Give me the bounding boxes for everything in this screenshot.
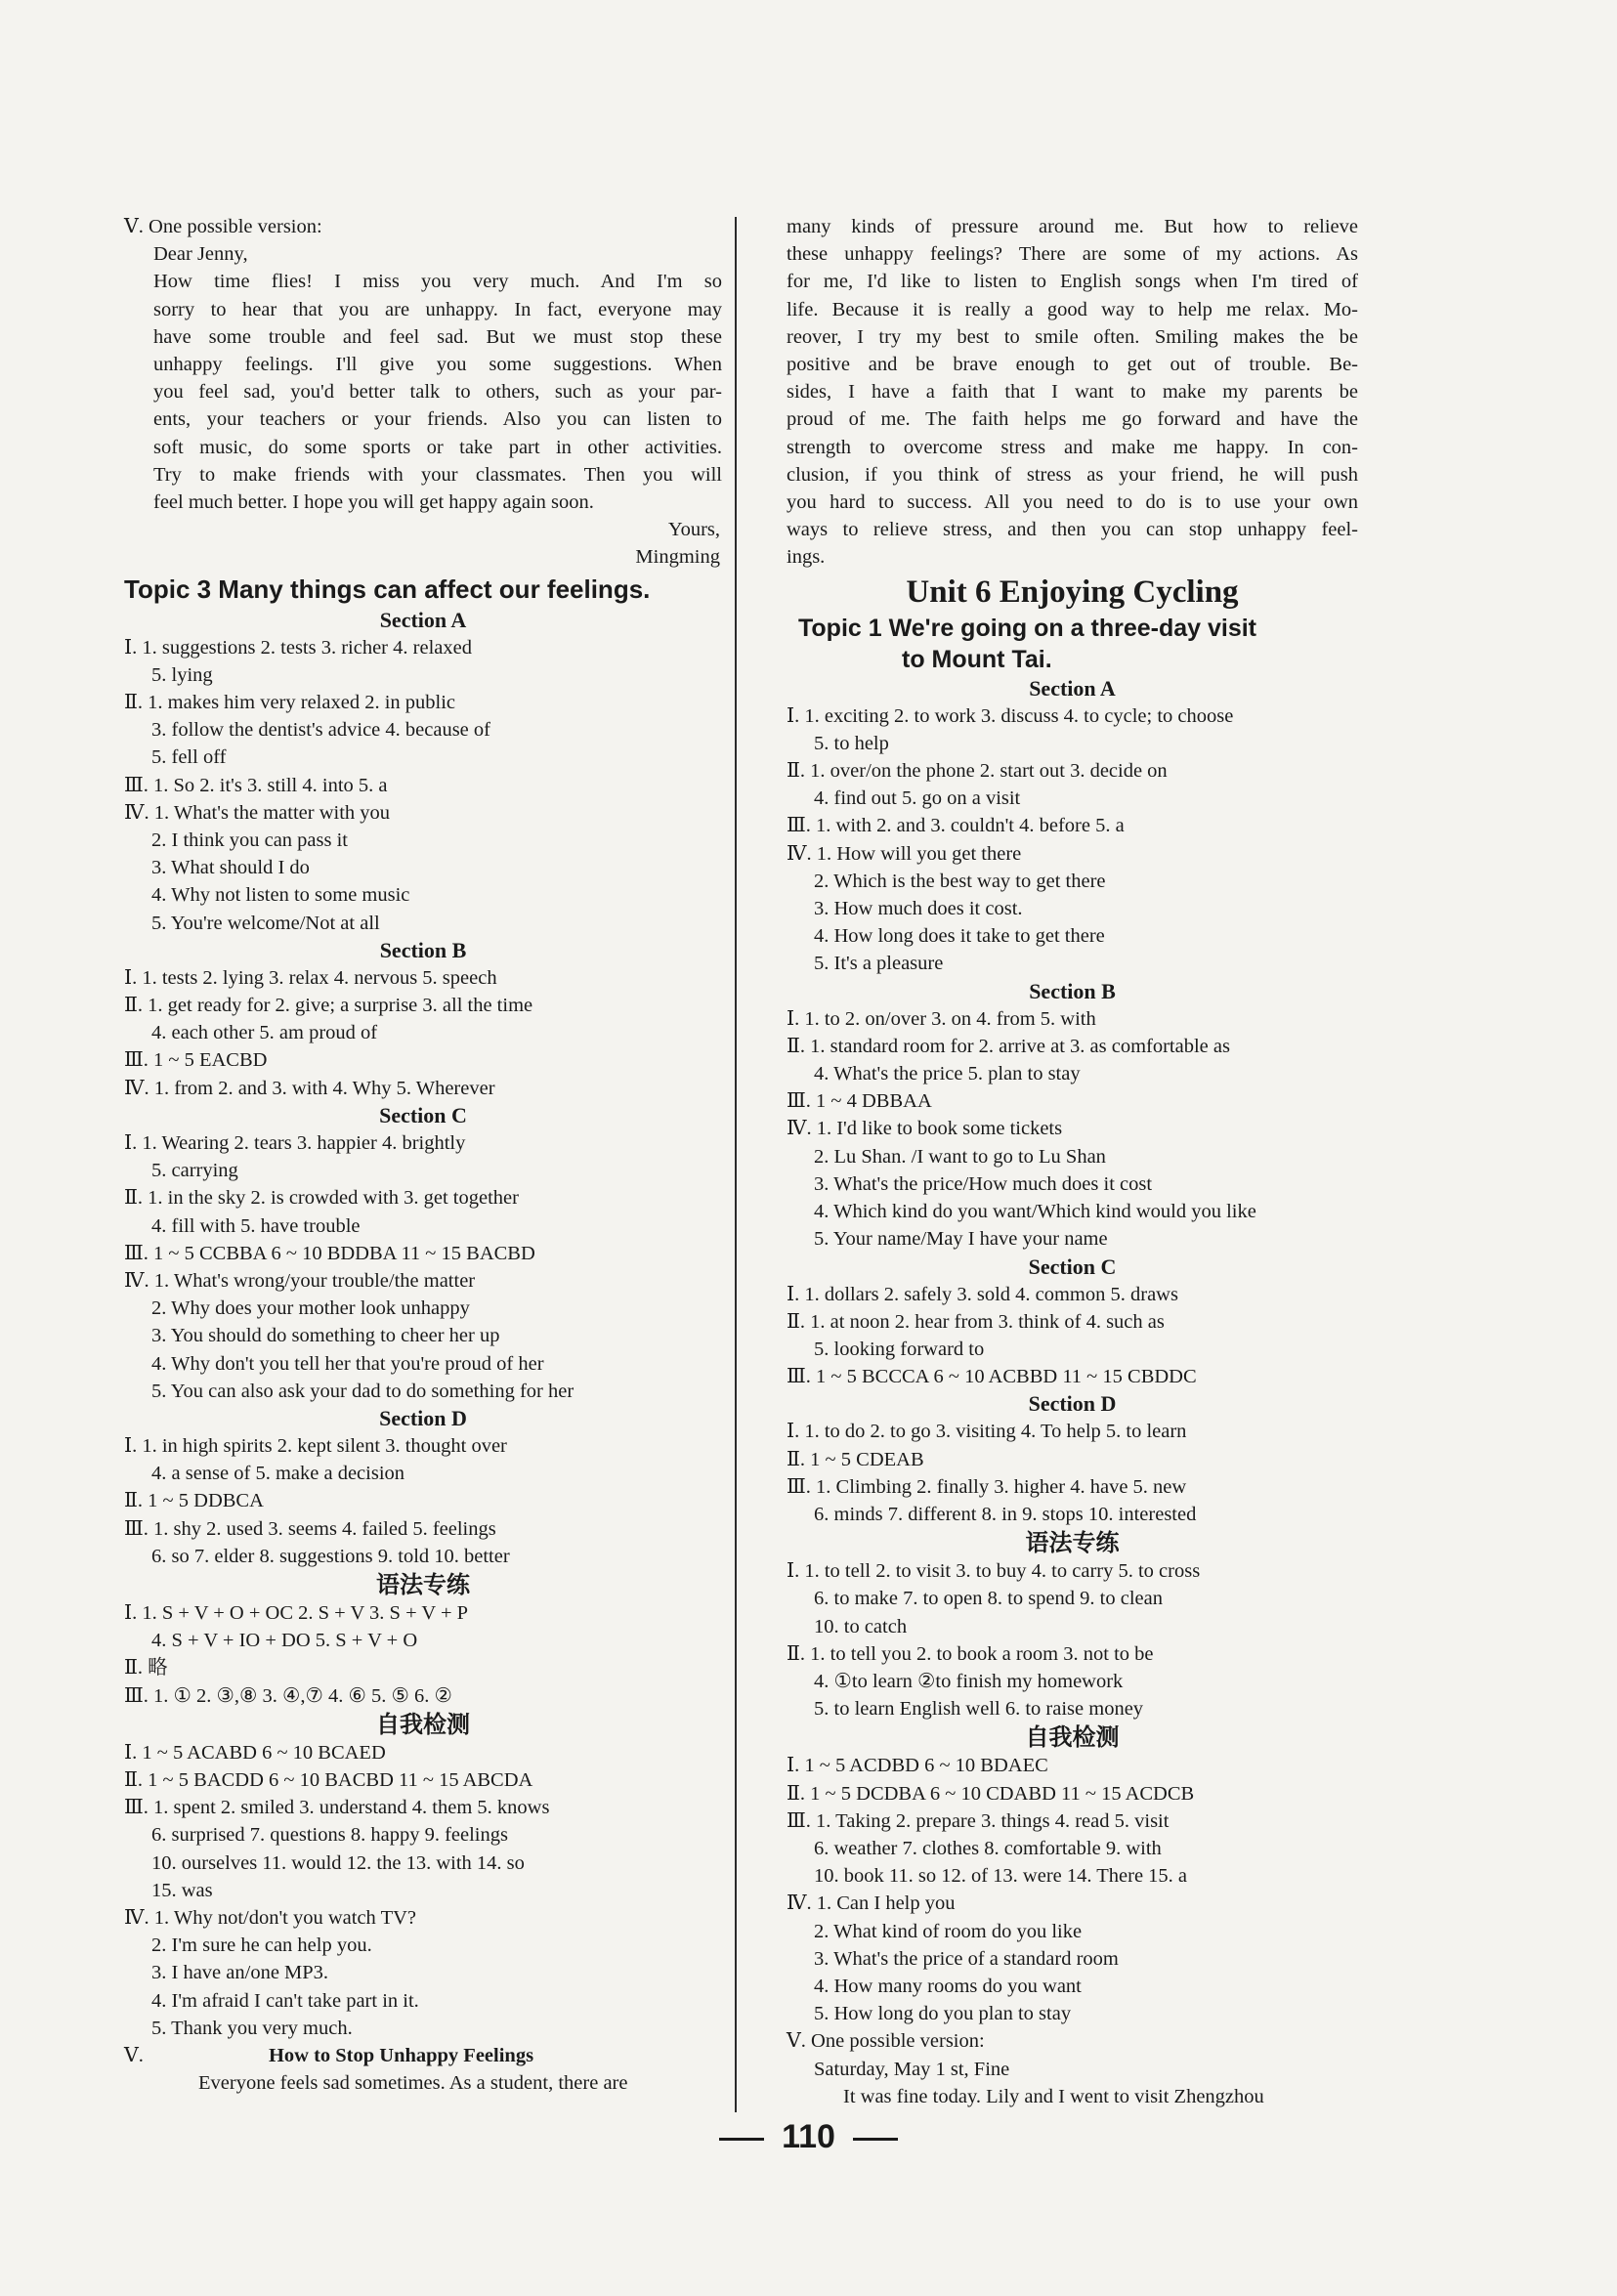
essay-line: clusion, if you think of stress as your friend, he will push bbox=[787, 463, 1358, 486]
answer-line: Ⅲ. 1. shy 2. used 3. seems 4. failed 5. feelings bbox=[124, 1517, 496, 1540]
answer-line: 5. It's a pleasure bbox=[814, 953, 944, 975]
answer-line: Ⅳ. 1. from 2. and 3. with 4. Why 5. Wherever bbox=[124, 1077, 495, 1099]
answer-line: Ⅳ. 1. What's the matter with you bbox=[124, 801, 391, 824]
dash-left bbox=[719, 2138, 764, 2141]
answer-line: Ⅴ. One possible version: bbox=[124, 216, 322, 237]
essay-line: many kinds of pressure around me. But how to relieve bbox=[787, 216, 1358, 237]
answer-line: Section C bbox=[379, 1102, 467, 1127]
answer-line: 5. You're welcome/Not at all bbox=[151, 912, 380, 934]
essay-label: Ⅴ. bbox=[124, 2044, 144, 2066]
answer-line: Ⅱ. 1. in the sky 2. is crowded with 3. get together bbox=[124, 1187, 519, 1210]
left-column bbox=[124, 213, 722, 2097]
answer-line: Saturday, May 1 st, Fine bbox=[814, 2058, 1010, 2080]
answer-line: Ⅴ. One possible version: bbox=[787, 2030, 985, 2053]
answer-line: Ⅰ. 1. suggestions 2. tests 3. richer 4. relaxed bbox=[124, 636, 472, 659]
essay-line: these unhappy feelings? There are some of my actions. As bbox=[787, 243, 1358, 266]
answer-line: 3. follow the dentist's advice 4. because of bbox=[151, 719, 490, 742]
answer-line: Section D bbox=[1028, 1391, 1117, 1417]
answer-line: Ⅱ. 略 bbox=[124, 1657, 168, 1679]
answer-line: 10. to catch bbox=[814, 1615, 908, 1637]
answer-line: 3. What's the price/How much does it cost bbox=[814, 1172, 1153, 1195]
answer-line: 5. carrying bbox=[151, 1160, 238, 1182]
answer-line: Section C bbox=[1028, 1254, 1117, 1279]
answer-line: Ⅳ. 1. Can I help you bbox=[787, 1892, 956, 1915]
answer-line: 2. I think you can pass it bbox=[151, 829, 348, 852]
answer-line: 5. Your name/May I have your name bbox=[814, 1228, 1108, 1251]
answer-line: 3. How much does it cost. bbox=[814, 898, 1023, 920]
answer-line: Ⅳ. 1. What's wrong/your trouble/the matter bbox=[124, 1269, 476, 1292]
answer-line: Ⅰ. 1. S + V + O + OC 2. S + V 3. S + V + P bbox=[124, 1601, 469, 1624]
answer-line: 5. to help bbox=[814, 732, 889, 754]
answer-line: 10. book 11. so 12. of 13. were 14. There 15. a bbox=[814, 1865, 1188, 1888]
answer-line: Ⅲ. 1. ① 2. ③,⑧ 3. ④,⑦ 4. ⑥ 5. ⑤ 6. ② bbox=[124, 1684, 452, 1707]
answer-line: 6. surprised 7. questions 8. happy 9. feelings bbox=[151, 1824, 508, 1847]
answer-line: Try to make friends with your classmates. Then you will bbox=[153, 463, 722, 486]
answer-line: 5. You can also ask your dad to do something for her bbox=[151, 1380, 574, 1402]
answer-line: 4. find out 5. go on a visit bbox=[814, 787, 1021, 810]
answer-line: Ⅱ. 1. standard room for 2. arrive at 3. as comfortable as bbox=[787, 1035, 1230, 1057]
answer-line: 3. What's the price of a standard room bbox=[814, 1947, 1119, 1970]
essay-heading bbox=[124, 2042, 722, 2069]
answer-line: Ⅱ. 1 ~ 5 CDEAB bbox=[787, 1448, 924, 1470]
answer-line: Ⅰ. 1 ~ 5 ACABD 6 ~ 10 BCAED bbox=[124, 1741, 386, 1764]
answer-line: Ⅳ. 1. How will you get there bbox=[787, 842, 1022, 865]
answer-line: Ⅱ. 1. at noon 2. hear from 3. think of 4. such as bbox=[787, 1310, 1165, 1333]
answer-line: you feel sad, you'd better talk to others, such as your par- bbox=[153, 381, 722, 404]
column-divider bbox=[735, 217, 737, 2112]
answer-line: 2. Which is the best way to get there bbox=[814, 870, 1106, 892]
answer-line: Ⅲ. 1 ~ 4 DBBAA bbox=[787, 1090, 932, 1113]
answer-line: 10. ourselves 11. would 12. the 13. with 14. so bbox=[151, 1851, 525, 1874]
page-number-footer bbox=[0, 2118, 1617, 2156]
essay-line: ways to relieve stress, and then you can stop unhappy feel- bbox=[787, 519, 1358, 541]
answer-line: Ⅱ. 1. get ready for 2. give; a surprise 3. all the time bbox=[124, 995, 533, 1017]
answer-line: Ⅲ. 1. So 2. it's 3. still 4. into 5. a bbox=[124, 774, 388, 796]
answer-line: Ⅲ. 1. Taking 2. prepare 3. things 4. read 5. visit bbox=[787, 1809, 1170, 1832]
answer-line: Ⅰ. 1. to 2. on/over 3. on 4. from 5. with bbox=[787, 1007, 1096, 1030]
essay-line: strength to overcome stress and make me happy. In con- bbox=[787, 436, 1358, 458]
answer-line: Yours, bbox=[667, 519, 720, 541]
answer-line: Section A bbox=[379, 607, 467, 632]
answer-line: Ⅰ. 1. to do 2. to go 3. visiting 4. To help 5. to learn bbox=[787, 1421, 1187, 1443]
answer-line: sorry to hear that you are unhappy. In fact, everyone may bbox=[153, 298, 722, 320]
answer-line: 语法专练 bbox=[376, 1570, 470, 1598]
essay-line: reover, I try my best to smile often. Smiling makes the be bbox=[787, 325, 1358, 348]
answer-line: 4. each other 5. am proud of bbox=[151, 1022, 378, 1044]
answer-line: 6. minds 7. different 8. in 9. stops 10. interested bbox=[814, 1503, 1197, 1525]
answer-line: 4. a sense of 5. make a decision bbox=[151, 1463, 405, 1485]
answer-line: Ⅰ. 1. dollars 2. safely 3. sold 4. common 5. draws bbox=[787, 1283, 1178, 1305]
answer-line: 2. Why does your mother look unhappy bbox=[151, 1297, 470, 1320]
answer-line: 6. to make 7. to open 8. to spend 9. to clean bbox=[814, 1588, 1163, 1610]
essay-line: life. Because it is really a good way to help me relax. Mo- bbox=[787, 298, 1358, 320]
answer-line: Ⅳ. 1. Why not/don't you watch TV? bbox=[124, 1906, 416, 1929]
answer-line: Dear Jenny, bbox=[153, 243, 248, 266]
answer-line: Section B bbox=[1029, 978, 1116, 1003]
answer-line: Ⅳ. 1. I'd like to book some tickets bbox=[787, 1118, 1063, 1140]
answer-line: Section D bbox=[379, 1405, 467, 1430]
dash-right bbox=[853, 2138, 898, 2141]
answer-line: Ⅲ. 1. spent 2. smiled 3. understand 4. them 5. knows bbox=[124, 1797, 550, 1819]
answer-line: Ⅲ. 1. with 2. and 3. couldn't 4. before 5. a bbox=[787, 815, 1125, 837]
answer-line: Section B bbox=[379, 937, 467, 962]
answer-line: Ⅰ. 1. Wearing 2. tears 3. happier 4. brightly bbox=[124, 1131, 466, 1154]
answer-line: Ⅱ. 1. over/on the phone 2. start out 3. decide on bbox=[787, 760, 1168, 783]
essay-line: for me, I'd like to listen to English songs when I'm tired of bbox=[787, 271, 1358, 293]
answer-line: 4. ①to learn ②to finish my homework bbox=[814, 1670, 1124, 1692]
answer-line: 4. Why not listen to some music bbox=[151, 884, 410, 907]
answer-line: 5. lying bbox=[151, 663, 213, 686]
answer-line: 4. S + V + IO + DO 5. S + V + O bbox=[151, 1630, 418, 1652]
answer-line: 4. How many rooms do you want bbox=[814, 1975, 1082, 1997]
answer-line: Ⅱ. 1 ~ 5 BACDD 6 ~ 10 BACBD 11 ~ 15 ABCDA bbox=[124, 1768, 533, 1791]
answer-line: Ⅰ. 1. in high spirits 2. kept silent 3. thought over bbox=[124, 1434, 507, 1457]
essay-line: ings. bbox=[787, 546, 826, 569]
answer-line: Mingming bbox=[635, 546, 720, 569]
answer-line: Ⅱ. 1 ~ 5 DCDBA 6 ~ 10 CDABD 11 ~ 15 ACDCB bbox=[787, 1782, 1195, 1805]
topic-title: Topic 1 We're going on a three-day visit bbox=[798, 614, 1256, 642]
answer-line: 自我检测 bbox=[376, 1710, 470, 1738]
answer-line: Ⅲ. 1 ~ 5 EACBD bbox=[124, 1049, 268, 1072]
answer-line: 2. I'm sure he can help you. bbox=[151, 1935, 372, 1957]
answer-line: unhappy feelings. I'll give you some suggestions. When bbox=[153, 354, 722, 376]
answer-line: 语法专练 bbox=[1025, 1529, 1120, 1557]
answer-line: 自我检测 bbox=[1025, 1723, 1120, 1752]
answer-line: soft music, do some sports or take part in other activities. bbox=[153, 436, 722, 458]
answer-line: 3. You should do something to cheer her up bbox=[151, 1325, 500, 1347]
answer-line: 5. looking forward to bbox=[814, 1338, 985, 1360]
essay-line: you hard to success. All you need to do is to use your own bbox=[787, 491, 1358, 514]
page-number: 110 bbox=[782, 2118, 835, 2155]
essay-line: sides, I have a faith that I want to make my parents be bbox=[787, 381, 1358, 404]
answer-line: 4. How long does it take to get there bbox=[814, 925, 1105, 948]
essay-title: How to Stop Unhappy Feelings bbox=[268, 2044, 534, 2066]
answer-line: 5. fell off bbox=[151, 746, 227, 769]
essay-first-line: Everyone feels sad sometimes. As a student, there are bbox=[198, 2072, 628, 2095]
unit-title: Unit 6 Enjoying Cycling bbox=[906, 574, 1239, 610]
answer-line: 5. Thank you very much. bbox=[151, 2017, 353, 2039]
answer-line: have some trouble and feel sad. But we must stop these bbox=[153, 325, 722, 348]
answer-line: Ⅰ. 1. to tell 2. to visit 3. to buy 4. to carry 5. to cross bbox=[787, 1560, 1201, 1583]
answer-line: 6. so 7. elder 8. suggestions 9. told 10. better bbox=[151, 1545, 510, 1567]
answer-line: Ⅱ. 1. to tell you 2. to book a room 3. not to be bbox=[787, 1642, 1154, 1665]
answer-line: 15. was bbox=[151, 1879, 213, 1901]
essay-line: positive and be brave enough to get out of trouble. Be- bbox=[787, 354, 1358, 376]
right-column bbox=[787, 213, 1358, 2110]
essay-line: proud of me. The faith helps me go forward and have the bbox=[787, 408, 1358, 431]
answer-line: 2. What kind of room do you like bbox=[814, 1920, 1083, 1942]
answer-line: 4. fill with 5. have trouble bbox=[151, 1214, 361, 1237]
answer-line: ents, your teachers or your friends. Also you can listen to bbox=[153, 408, 722, 431]
answer-line: 4. What's the price 5. plan to stay bbox=[814, 1063, 1081, 1085]
answer-line: 2. Lu Shan. /I want to go to Lu Shan bbox=[814, 1145, 1106, 1168]
answer-line: How time flies! I miss you very much. And I'm so bbox=[153, 271, 722, 293]
answer-line: 3. What should I do bbox=[151, 857, 310, 879]
answer-line: 3. I have an/one MP3. bbox=[151, 1962, 329, 1984]
answer-line: Ⅰ. 1 ~ 5 ACDBD 6 ~ 10 BDAEC bbox=[787, 1755, 1048, 1777]
answer-line: Topic 3 Many things can affect our feelings. bbox=[124, 574, 651, 604]
answer-line: 6. weather 7. clothes 8. comfortable 9. with bbox=[814, 1837, 1162, 1859]
answer-line: Section A bbox=[1029, 675, 1116, 701]
answer-line: Ⅱ. 1 ~ 5 DDBCA bbox=[124, 1490, 264, 1512]
answer-line: Ⅰ. 1. exciting 2. to work 3. discuss 4. to cycle; to choose bbox=[787, 704, 1234, 727]
answer-line: 4. Which kind do you want/Which kind would you like bbox=[814, 1201, 1256, 1223]
answer-line: It was fine today. Lily and I went to visit Zhengzhou bbox=[843, 2085, 1264, 2107]
answer-line: Ⅲ. 1 ~ 5 BCCCA 6 ~ 10 ACBBD 11 ~ 15 CBDDC bbox=[787, 1366, 1197, 1388]
answer-line: feel much better. I hope you will get happy again soon. bbox=[153, 491, 594, 514]
answer-line: 4. Why don't you tell her that you're proud of her bbox=[151, 1352, 544, 1375]
answer-line: 5. to learn English well 6. to raise money bbox=[814, 1698, 1144, 1721]
topic-title-cont: to Mount Tai. bbox=[902, 645, 1052, 673]
answer-line: 4. I'm afraid I can't take part in it. bbox=[151, 1989, 419, 2012]
answer-line: Ⅲ. 1. Climbing 2. finally 3. higher 4. have 5. new bbox=[787, 1475, 1187, 1498]
answer-line: Ⅱ. 1. makes him very relaxed 2. in public bbox=[124, 692, 456, 714]
answer-line: Ⅲ. 1 ~ 5 CCBBA 6 ~ 10 BDDBA 11 ~ 15 BACBD bbox=[124, 1242, 535, 1264]
answer-line: 5. How long do you plan to stay bbox=[814, 2003, 1072, 2025]
answer-line: Ⅰ. 1. tests 2. lying 3. relax 4. nervous 5. speech bbox=[124, 966, 497, 989]
